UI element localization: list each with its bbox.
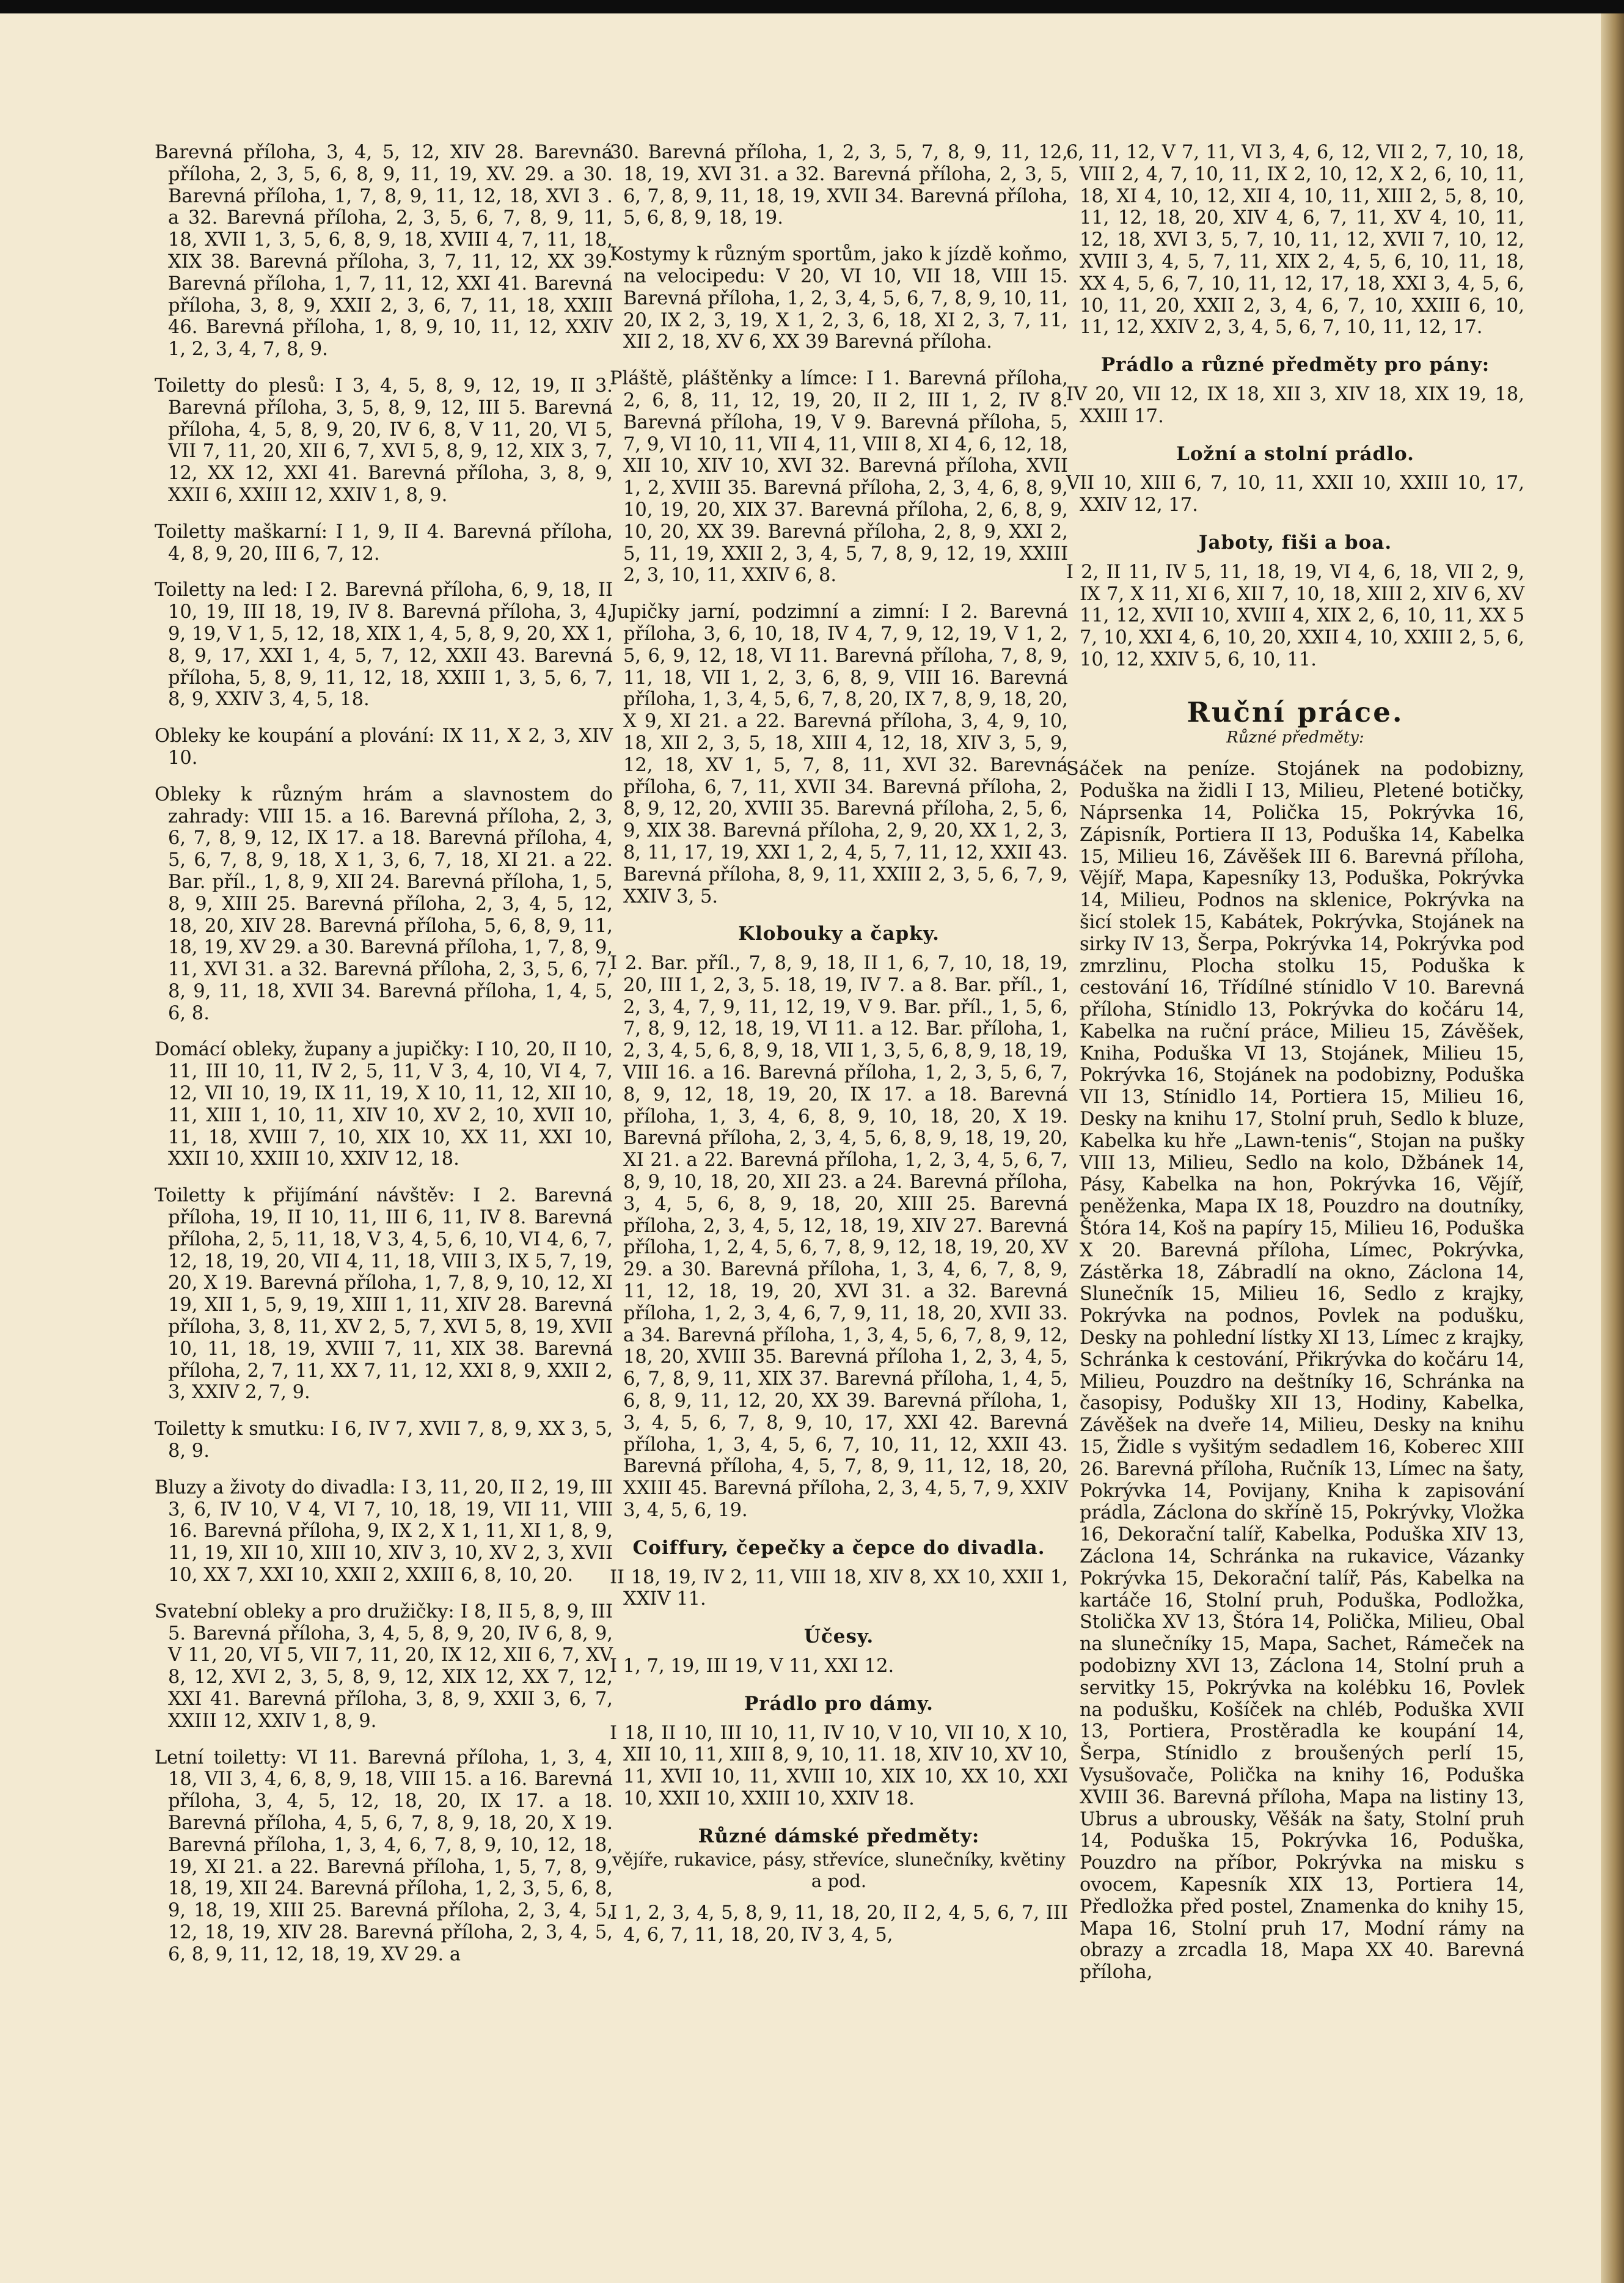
index-entry-jabots: I 2, II 11, IV 5, 11, 18, 19, VI 4, 6, 18, VII 2, 9, IX 7, X 11, XI 6, XII 7, 10, 18, XIII 2, XIV 6, XV 11, 12, XVII 10, XVIII 4, XIX 2, 6, 10, 11, XX 5 7, 10, XXI 4, 6, 10, 20, XXII 4, 10, XXIII 2, 5, 6, 10, 12, XXIV 5, 6, 10, 11. xyxy=(1066,561,1524,670)
index-entry-visiting-dresses: Toiletty k přijímání návštěv: I 2. Barevná příloha, 19, II 10, 11, III 6, 11, IV 8. Barevná příloha, 2, 5, 11, 18, V 3, 4, 5, 6, 10, VI 4, 6, 7, 12, 18, 19, 20, VII 4, 11, 18, VIII 3, IX 5, 7, 19, 20, X 19. Barevná příloha, 1, 7, 8, 9, 10, 12, XI 19, XII 1, 5, 9, 19, XIII 1, 11, XIV 28. Barevná příloha, 3, 8, 11, XV 2, 5, 7, XVI 5, 8, 19, XVII 10, 11, 18, 19, XVIII 7, 11, XIX 38. Barevná příloha, 2, 7, 11, XX 7, 11, 12, XXI 8, 9, XXII 2, 3, XXIV 2, 7, 9. xyxy=(155,1185,613,1404)
index-entry-ladies-items-cont: 6, 11, 12, V 7, 11, VI 3, 4, 6, 12, VII 2, 7, 10, 18, VIII 2, 4, 7, 10, 11, IX 2, 10, 12, X 2, 6, 10, 11, 18, XI 4, 10, 12, XII 4, 10, 11, XIII 2, 5, 8, 10, 11, 12, 18, 20, XIV 4, 6, 7, 11, XV 4, 10, 11, 12, 18, XVI 3, 5, 7, 10, 11, 12, XVII 7, 10, 12, XVIII 3, 4, 5, 7, 11, XIX 2, 4, 5, 6, 10, 11, 18, XX 4, 5, 6, 7, 10, 11, 12, 17, 18, XXI 3, 4, 5, 6, 10, 11, 20, XXII 2, 3, 4, 6, 7, 10, XXIII 6, 10, 11, 12, XXIV 2, 3, 4, 5, 6, 7, 10, 11, 12, 17. xyxy=(1066,142,1524,339)
index-entry-garden-games: Obleky k různým hrám a slavnostem do zahrady: VIII 15. a 16. Barevná příloha, 2, 3, 6, 7, 8, 9, 12, IX 17. a 18. Barevná příloha, 4, 5, 6, 7, 8, 9, 18, X 1, 3, 6, 7, 18, XI 21. a 22. Bar. příl., 1, 8, 9, XII 24. Barevná příloha, 1, 5, 8, 9, XIII 25. Barevná příloha, 2, 3, 4, 5, 12, 18, 20, XIV 28. Barevná příloha, 5, 6, 8, 9, 11, 18, 19, XV 29. a 30. Barevná příloha, 1, 7, 8, 9, 11, XVI 31. a 32. Barevná příloha, 2, 3, 5, 6, 7, 8, 9, 11, 18, XVII 34. Barevná příloha, 1, 4, 5, 6, 8. xyxy=(155,783,613,1024)
section-heading-ladies-linen: Prádlo pro dámy. xyxy=(744,1692,934,1715)
index-column-3 xyxy=(1066,142,1524,1998)
index-entry-house-dresses: Domácí obleky, župany a jupičky: I 10, 20, II 10, 11, III 10, 11, IV 2, 5, 11, V 3, 4, 10, VI 4, 7, 12, VII 10, 19, IX 11, 19, X 10, 11, 12, XII 10, 11, XIII 1, 10, 11, XIV 10, XV 2, 10, XVII 10, 11, 18, XVIII 7, 10, XIX 10, XX 11, XXI 10, XXII 10, XXIII 10, XXIV 12, 18. xyxy=(155,1039,613,1170)
index-entry-masquerade: Toiletty maškarní: I 1, 9, II 4. Barevná příloha, 4, 8, 9, 20, III 6, 7, 12. xyxy=(155,521,613,565)
section-heading-jabots: Jaboty, fiši a boa. xyxy=(1198,531,1392,554)
index-entry-wedding: Svatební obleky a pro družičky: I 8, II 5, 8, 9, III 5. Barevná příloha, 3, 4, 5, 8, 9, 20, IV 6, 8, 9, V 11, 20, VI 5, VII 7, 11, 20, IX 12, XII 6, 7, XV 8, 12, XVI 2, 3, 5, 8, 9, 12, XIX 12, XX 7, 12, XXI 41. Barevná příloha, 3, 8, 9, XXII 3, 6, 7, XXIII 12, XXIV 1, 8, 9. xyxy=(155,1600,613,1732)
section-heading-ladies-items: Různé dámské předměty: xyxy=(698,1825,980,1847)
index-entry-coiffures: II 18, 19, IV 2, 11, VIII 18, XIV 8, XX 10, XXII 1, XXIV 11. xyxy=(610,1566,1068,1610)
index-column-1 xyxy=(155,142,613,1981)
index-entry-jackets: Jupičky jarní, podzimní a zimní: I 2. Barevná příloha, 3, 6, 10, 18, IV 4, 7, 9, 12, 19, V 1, 2, 5, 6, 9, 12, 18, VI 11. Barevná příloha, 7, 8, 9, 11, 18, VII 1, 2, 3, 6, 8, 9, VIII 16. Barevná příloha, 1, 3, 4, 5, 6, 7, 8, 20, IX 7, 8, 9, 18, 20, X 9, XI 21. a 22. Barevná příloha, 3, 4, 9, 10, 18, XII 2, 3, 5, 18, XIII 4, 12, 18, XIV 3, 5, 9, 12, 18, XV 1, 5, 7, 8, 11, XVI 32. Barevná příloha, 6, 7, 11, XVII 34. Barevná příloha, 2, 8, 9, 12, 20, XVIII 35. Barevná příloha, 2, 5, 6, 9, XIX 38. Barevná příloha, 2, 9, 20, XX 1, 2, 3, 8, 11, 17, 19, XXI 1, 2, 4, 5, 7, 11, 12, XXII 43. Barevná příloha, 8, 9, 11, XXIII 2, 3, 5, 6, 7, 9, XXIV 3, 5. xyxy=(610,601,1068,907)
index-entry-ladies-items: I 1, 2, 3, 4, 5, 8, 9, 11, 18, 20, II 2, 4, 5, 6, 7, III 4, 6, 7, 11, 18, 20, IV 3, 4, 5, xyxy=(610,1902,1068,1946)
index-entry-handwork: Sáček na peníze. Stojánek na podobizny, Poduška na židli I 13, Milieu, Pletené botičky, Náprsenka 14, Polička 15, Pokrývka 16, Zápisník, Portiera II 13, Poduška 14, Kabelka 15, Milieu 16, Závěšek III 6. Barevná příloha, Vějíř, Mapa, Kapesníky 13, Poduška, Pokrývka 14, Milieu, Podnos na sklenice, Pokrývka na šicí stolek 15, Kabátek, Pokrývka, Stojánek na sirky IV 13, Šerpa, Pokrývka 14, Pokrývka pod zmrzlinu, Plocha stolku 15, Poduška k cestování 16, Třídílné stínidlo V 10. Barevná příloha, Stínidlo 13, Pokrývka do kočáru 14, Kabelka na ruční práce, Milieu 15, Závěšek, Kniha, Poduška VI 13, Stojánek, Milieu 15, Pokrývka 16, Stojánek na podobizny, Poduška VII 13, Stínidlo 14, Portiera 15, Milieu 16, Desky na knihu 17, Stolní pruh, Sedlo k bluze, Kabelka ku hře „Lawn-tenis“, Stojan na pušky VIII 13, Milieu, Sedlo na kolo, Džbánek 14, Pásy, Kabelka na hon, Pokrývka 16, Vějíř, peněženka, Mapa IX 18, Pouzdro na doutníky, Štóra 14, Koš na papíry 15, Milieu 16, Poduška X 20. Barevná příloha, Límec, Pokrývka, Zástěrka 18, Zábradlí na okno, Záclona 14, Slunečník 15, Milieu 16, Sedlo z krajky, Pokrývka na podnos, Povlek na podušku, Desky na pohlední lístky XI 13, Límec z krajky, Schránka k cestování, Přikrývka do kočáru 14, Milieu, Pouzdro na deštníky 16, Schránka na časopisy, Podušky XII 13, Hodiny, Kabelka, Závěšek na dveře 14, Milieu, Desky na knihu 15, Židle s vyšitým sedadlem 16, Koberec XIII 26. Barevná příloha, Ručník 13, Límec na šaty, Pokrývka 14, Povijany, Kniha k zapisování prádla, Záclona do skříně 15, Pokrývky, Vložka 16, Dekorační talíř, Kabelka, Poduška XIV 13, Záclona 14, Schránka na rukavice, Vázanky Pokrývka 15, Dekorační talíř, Pás, Kabelka na kartáče 16, Stolní pruh, Poduška, Podložka, Stolička XV 13, Štóra 14, Polička, Milieu, Obal na slunečníky 15, Mapa, Sachet, Rámeček na podobizny XVI 13, Záclona 14, Stolní pruh a servitky 15, Pokrývka na kolébku 16, Povlek na podušku, Košíček na chléb, Poduška XVII 13, Portiera, Prostěradla ke koupání 14, Šerpa, Stínidlo z broušených perlí 15, Vysušovače, Polička na knihy 16, Poduška XVIII 36. Barevná příloha, Mapa na listiny 13, Ubrus a ubrousky, Věšák na šaty, Stolní pruh 14, Poduška 15, Pokrývka 16, Poduška, Pouzdro na příbor, Pokrývka na misku s ovocem, Kapesník XIX 13, Portiera 14, Předložka před postel, Znamenka do knihy 15, Mapa 16, Stolní pruh 17, Modní rámy na obrazy a zrcadla 18, Mapa XX 40. Barevná příloha, xyxy=(1066,758,1524,1984)
section-subheading-ladies-items: vějíře, rukavice, pásy, střevíce, slunečníky, květiny a pod. xyxy=(612,1849,1066,1892)
index-entry-mourning: Toiletty k smutku: I 6, IV 7, XVII 7, 8, 9, XX 3, 5, 8, 9. xyxy=(155,1418,613,1462)
section-subheading-handwork: Různé předměty: xyxy=(1226,728,1364,747)
index-entry-sport-costumes: Kostymy k různým sportům, jako k jízdě koňmo, na velocipedu: V 20, VI 10, VII 18, VIII 15. Barevná příloha, 1, 2, 3, 4, 5, 6, 7, 8, 9, 10, 11, 20, IX 2, 3, 19, X 1, 2, 3, 6, 18, XI 2, 3, 7, 11, XII 2, 18, XV 6, XX 39 Barevná příloha. xyxy=(610,244,1068,353)
section-heading-mens-items: Prádlo a různé předměty pro pány: xyxy=(1100,354,1490,376)
index-entry-ball-gowns: Toiletty do plesů: I 3, 4, 5, 8, 9, 12, 19, II 3. Barevná příloha, 3, 5, 8, 9, 12, III 5. Barevná příloha, 4, 5, 8, 9, 20, IV 6, 8, V 11, 20, VI 5, VII 7, 11, 20, XII 6, 7, XVI 5, 8, 9, 12, XIX 3, 7, 12, XX 12, XXI 41. Barevná příloha, 3, 8, 9, XXII 6, XXIII 12, XXIV 1, 8, 9. xyxy=(155,375,613,506)
section-heading-bed-table-linen: Ložní a stolní prádlo. xyxy=(1176,442,1414,465)
section-heading-handwork: Ruční práce. xyxy=(1187,695,1404,728)
index-entry-hats: I 2. Bar. příl., 7, 8, 9, 18, II 1, 6, 7, 10, 18, 19, 20, III 1, 2, 3, 5. 18, 19, IV 7. a 8. Bar. příl., 1, 2, 3, 4, 7, 9, 11, 12, 19, V 9. Bar. příl., 1, 5, 6, 7, 8, 9, 12, 18, 19, VI 11. a 12. Bar. příloha, 1, 2, 3, 4, 5, 6, 8, 9, 18, VII 1, 3, 5, 6, 8, 9, 18, 19, VIII 16. a 16. Barevná příloha, 1, 2, 3, 5, 6, 7, 8, 9, 12, 18, 19, 20, IX 17. a 18. Barevná příloha, 1, 3, 4, 6, 8, 9, 10, 18, 20, X 19. Barevná příloha, 2, 3, 4, 5, 6, 8, 9, 18, 19, 20, XI 21. a 22. Barevná příloha, 1, 2, 3, 4, 5, 6, 7, 8, 9, 10, 18, 20, XII 23. a 24. Barevná příloha, 3, 4, 5, 6, 8, 9, 18, 20, XIII 25. Barevná příloha, 2, 3, 4, 5, 12, 18, 19, XIV 27. Barevná příloha, 1, 2, 4, 5, 6, 7, 8, 9, 12, 18, 19, 20, XV 29. a 30. Barevná příloha, 1, 3, 4, 6, 7, 8, 9, 11, 12, 18, 19, 20, XVI 31. a 32. Barevná příloha, 1, 2, 3, 4, 6, 7, 9, 11, 18, 20, XVII 33. a 34. Barevná příloha, 1, 3, 4, 5, 6, 7, 8, 9, 12, 18, 20, XVIII 35. Barevná příloha 1, 2, 3, 4, 5, 6, 7, 8, 9, 11, XIX 37. Barevná příloha, 1, 4, 5, 6, 8, 9, 11, 12, 20, XX 39. Barevná příloha, 1, 3, 4, 5, 6, 7, 8, 9, 10, 17, XXI 42. Barevná příloha, 1, 3, 4, 5, 6, 7, 10, 11, 12, XXII 43. Barevná příloha, 4, 5, 7, 8, 9, 11, 12, 18, 20, XXIII 45. Barevná příloha, 2, 3, 4, 5, 7, 9, XXIV 3, 4, 5, 6, 19. xyxy=(610,953,1068,1522)
index-entry-swimwear: Obleky ke koupání a plování: IX 11, X 2, 3, XIV 10. xyxy=(155,725,613,769)
index-entry-hairstyles: I 1, 7, 19, III 19, V 11, XXI 12. xyxy=(610,1655,894,1677)
index-entry-theatre-blouses: Bluzy a životy do divadla: I 3, 11, 20, II 2, 19, III 3, 6, IV 10, V 4, VI 7, 10, 18, 19, VII 11, VIII 16. Barevná příloha, 9, IX 2, X 1, 11, XI 1, 8, 9, 11, 19, XII 10, XIII 10, XIV 3, 10, XV 2, 3, XVII 10, XX 7, XXI 10, XXII 2, XXIII 6, 8, 10, 20. xyxy=(155,1476,613,1586)
index-entry-color-supplement-cont: Barevná příloha, 3, 4, 5, 12, XIV 28. Barevná příloha, 2, 3, 5, 6, 8, 9, 11, 19, XV. 29. a 30. Barevná příloha, 1, 7, 8, 9, 11, 12, 18, XVI 3 . a 32. Barevná příloha, 2, 3, 5, 6, 7, 8, 9, 11, 18, XVII 1, 3, 5, 6, 8, 9, 18, XVIII 4, 7, 11, 18, XIX 38. Barevná příloha, 3, 7, 11, 12, XX 39. Barevná příloha, 1, 7, 11, 12, XXI 41. Barevná příloha, 3, 8, 9, XXII 2, 3, 6, 7, 11, 18, XXIII 46. Barevná příloha, 1, 8, 9, 10, 11, 12, XXIV 1, 2, 3, 4, 7, 8, 9. xyxy=(155,142,613,361)
index-entry-mens-items: IV 20, VII 12, IX 18, XII 3, XIV 18, XIX 19, 18, XXIII 17. xyxy=(1066,383,1524,427)
index-entry-ice-skating: Toiletty na led: I 2. Barevná příloha, 6, 9, 18, II 10, 19, III 18, 19, IV 8. Barevná příloha, 3, 4, 9, 19, V 1, 5, 12, 18, XIX 1, 4, 5, 8, 9, 20, XX 1, 8, 9, 17, XXI 1, 4, 5, 7, 12, XXII 43. Barevná příloha, 5, 8, 9, 11, 12, 18, XXIII 1, 3, 5, 6, 7, 8, 9, XXIV 3, 4, 5, 18. xyxy=(155,579,613,711)
section-heading-coiffures: Coiffury, čepečky a čepce do divadla. xyxy=(632,1536,1045,1559)
section-heading-hairstyles: Účesy. xyxy=(803,1625,874,1648)
index-entry-ladies-linen: I 18, II 10, III 10, 11, IV 10, V 10, VII 10, X 10, XII 10, 11, XIII 8, 9, 10, 11. 18, XIV 10, XV 10, 11, XVII 10, 11, XVIII 10, XIX 10, XX 10, XXI 10, XXII 10, XXIII 10, XXIV 18. xyxy=(610,1722,1068,1809)
index-column-2 xyxy=(610,142,1068,1961)
index-entry-bed-table-linen: VII 10, XIII 6, 7, 10, 11, XXII 10, XXIII 10, 17, XXIV 12, 17. xyxy=(1066,472,1524,516)
index-entry-summer: Letní toiletty: VI 11. Barevná příloha, 1, 3, 4, 18, VII 3, 4, 6, 8, 9, 18, VIII 15. a 16. Barevná příloha, 3, 4, 5, 12, 18, 20, IX 17. a 18. Barevná příloha, 4, 5, 6, 7, 8, 9, 18, 20, X 19. Barevná příloha, 1, 3, 4, 6, 7, 8, 9, 10, 12, 18, 19, XI 21. a 22. Barevná příloha, 1, 5, 7, 8, 9, 18, 19, XII 24. Barevná příloha, 1, 2, 3, 5, 6, 8, 9, 18, 19, XIII 25. Barevná příloha, 2, 3, 4, 5, 12, 18, 19, XIV 28. Barevná příloha, 2, 3, 4, 5, 6, 8, 9, 11, 12, 18, 19, XV 29. a xyxy=(155,1746,613,1965)
book-spine-edge xyxy=(1601,13,1624,2283)
index-entry-summer-cont: 30. Barevná příloha, 1, 2, 3, 5, 7, 8, 9, 11, 12, 18, 19, XVI 31. a 32. Barevná příloha, 2, 3, 5, 6, 7, 8, 9, 11, 18, 19, XVII 34. Barevná příloha, 5, 6, 8, 9, 18, 19. xyxy=(610,142,1068,229)
index-entry-coats-capes: Pláště, pláštěnky a límce: I 1. Barevná příloha, 2, 6, 8, 11, 12, 19, 20, II 2, III 1, 2, IV 8. Barevná příloha, 19, V 9. Barevná příloha, 5, 7, 9, VI 10, 11, VII 4, 11, VIII 8, XI 4, 6, 12, 18, XII 10, XIV 10, XVI 32. Barevná příloha, XVII 1, 2, XVIII 35. Barevná příloha, 2, 3, 4, 6, 8, 9, 10, 19, 20, XIX 37. Barevná příloha, 2, 6, 8, 9, 10, 20, XX 39. Barevná příloha, 2, 8, 9, XXI 2, 5, 11, 19, XXII 2, 3, 4, 5, 7, 8, 9, 12, 19, XXIII 2, 3, 10, 11, XXIV 6, 8. xyxy=(610,368,1068,587)
section-heading-hats: Klobouky a čapky. xyxy=(738,923,940,945)
